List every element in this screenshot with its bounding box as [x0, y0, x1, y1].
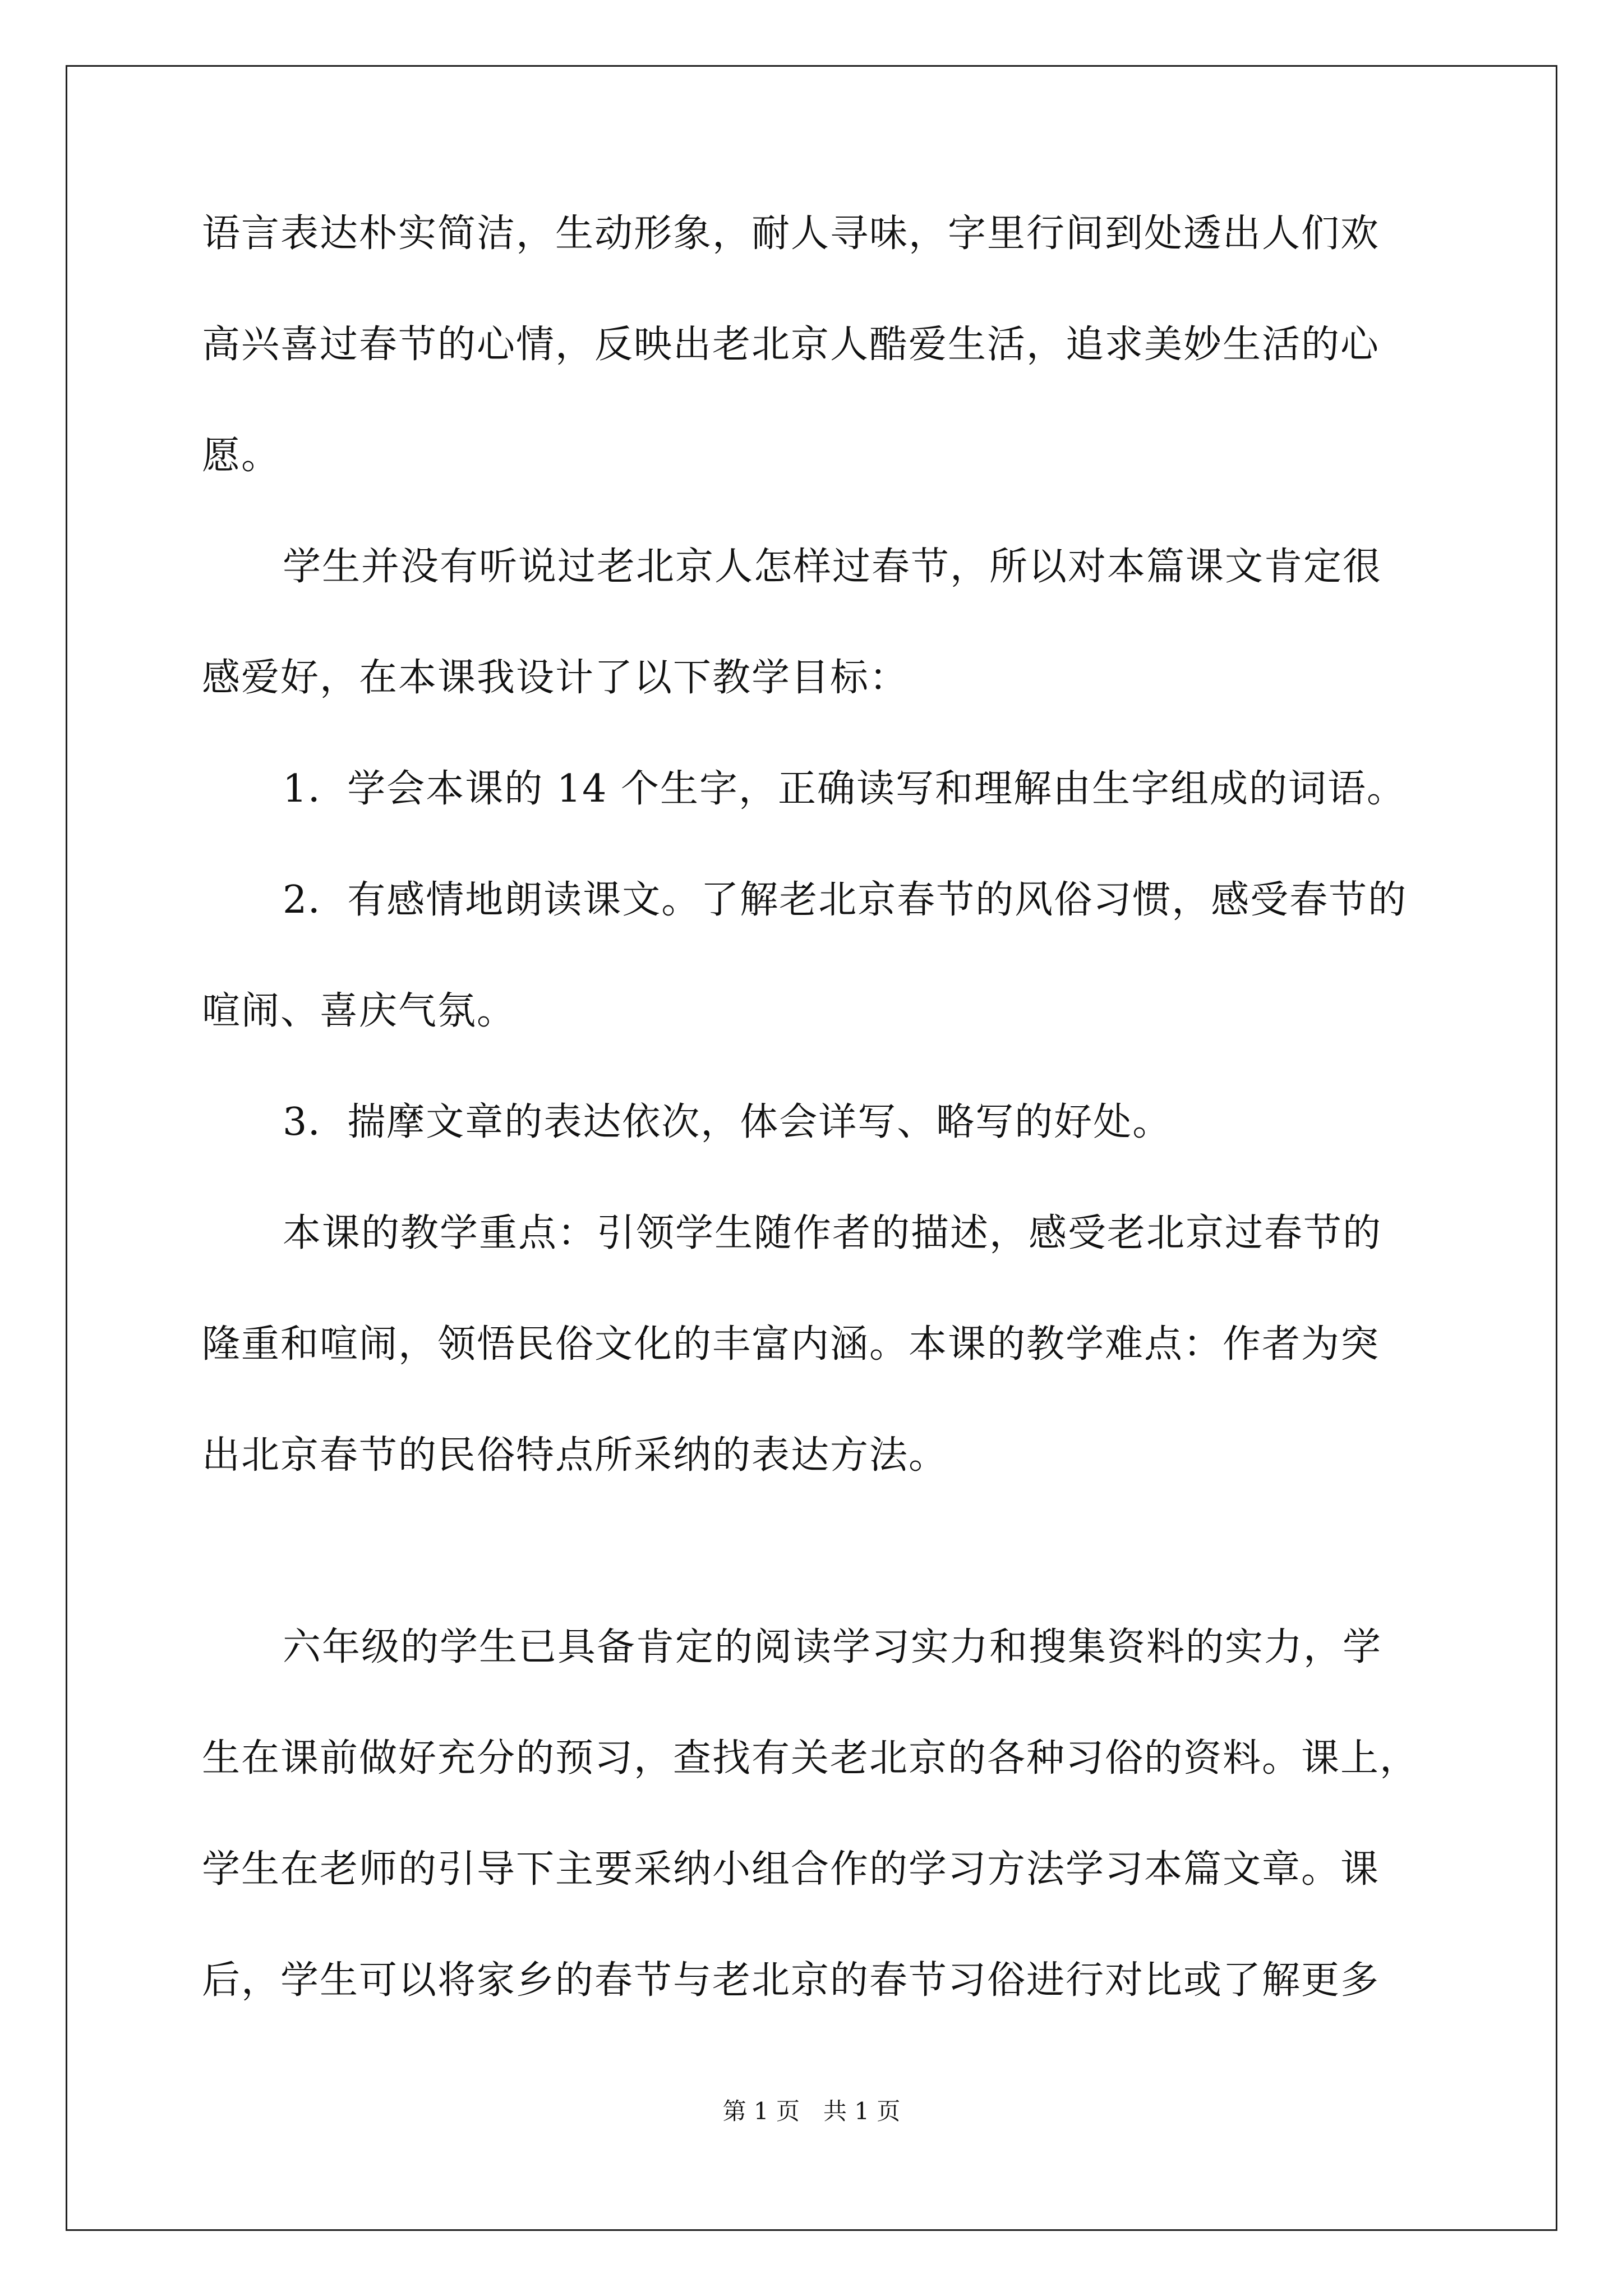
page-border — [66, 65, 1557, 2231]
paragraph-4-line-1: 2．有感情地朗读课文。了解老北京春节的风俗习惯，感受春节的 — [283, 878, 1408, 922]
paragraph-7-line-4: 后，学生可以将家乡的春节与老北京的春节习俗进行对比或了解更多 — [202, 1958, 1380, 2003]
paragraph-7-line-2: 生在课前做好充分的预习，查找有关老北京的各种习俗的资料。课上， — [202, 1736, 1419, 1780]
paragraph-4-line-2: 喧闹、喜庆气氛。 — [202, 989, 517, 1033]
paragraph-2-line-1: 学生并没有听说过老北京人怎样过春节，所以对本篇课文肯定很 — [283, 545, 1382, 589]
paragraph-1-line-2: 高兴喜过春节的心情，反映出老北京人酷爱生活，追求美妙生活的心 — [202, 323, 1380, 367]
paragraph-7-line-3: 学生在老师的引导下主要采纳小组合作的学习方法学习本篇文章。课 — [202, 1847, 1380, 1892]
paragraph-6-line-2: 隆重和喧闹，领悟民俗文化的丰富内涵。本课的教学难点：作者为突 — [202, 1322, 1380, 1366]
paragraph-3-line-1: 1．学会本课的 14 个生字，正确读写和理解由生字组成的词语。 — [283, 767, 1407, 811]
paragraph-1-line-1: 语言表达朴实简洁，生动形象，耐人寻味，字里行间到处透出人们欢 — [202, 211, 1380, 256]
paragraph-6-line-3: 出北京春节的民俗特点所采纳的表达方法。 — [202, 1433, 948, 1478]
page-number-footer: 第 1 页 共 1 页 — [722, 2097, 901, 2125]
paragraph-7-line-1: 六年级的学生已具备肯定的阅读学习实力和搜集资料的实力，学 — [283, 1625, 1382, 1669]
paragraph-1-line-3: 愿。 — [202, 434, 281, 478]
paragraph-2-line-2: 感爱好，在本课我设计了以下教学目标： — [202, 656, 909, 700]
paragraph-5-line-1: 3．揣摩文章的表达依次，体会详写、略写的好处。 — [283, 1100, 1172, 1144]
paragraph-6-line-1: 本课的教学重点：引领学生随作者的描述，感受老北京过春节的 — [283, 1211, 1382, 1255]
